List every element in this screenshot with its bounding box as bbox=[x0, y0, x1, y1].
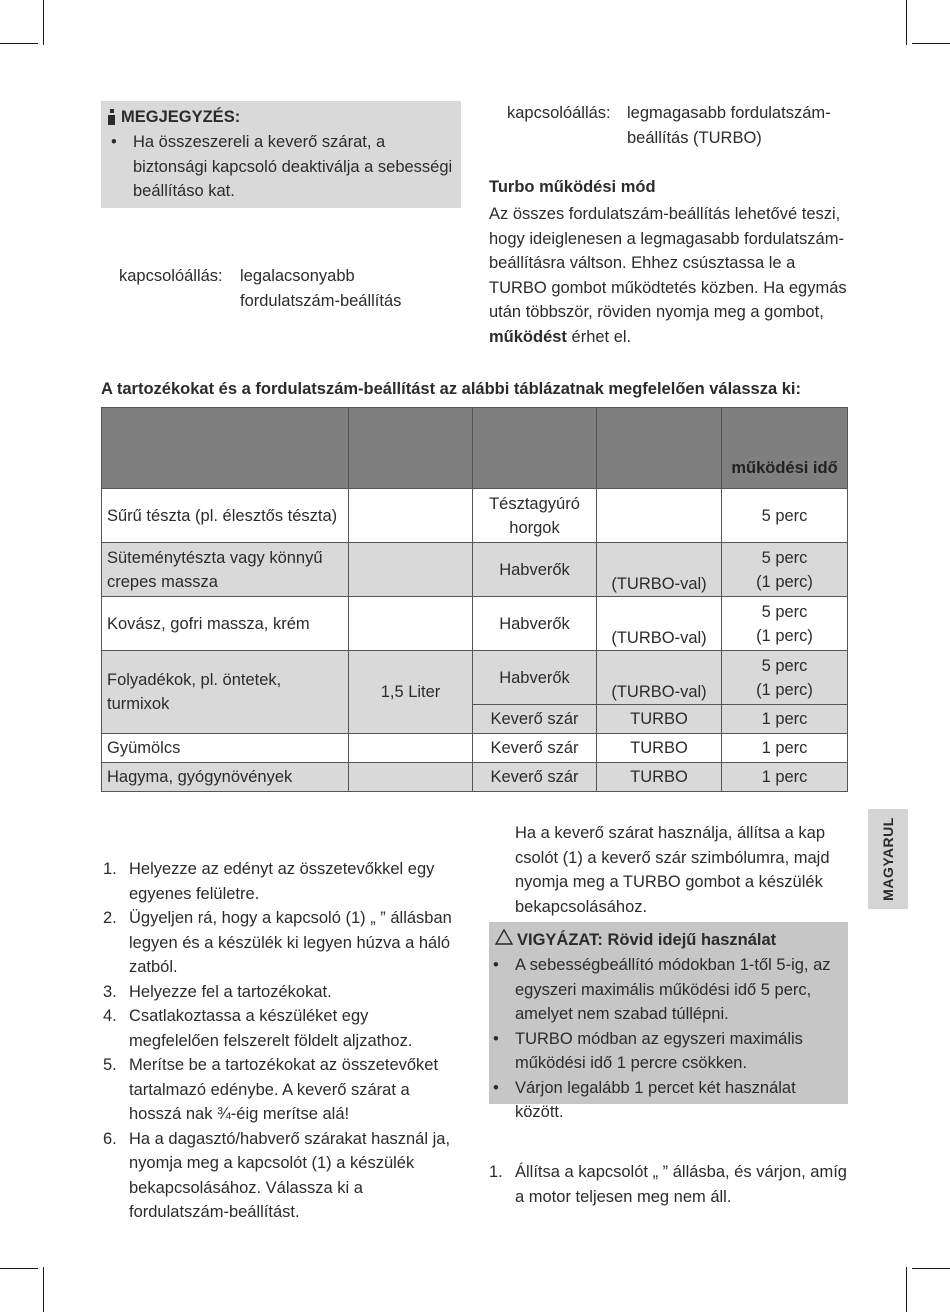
accessory-table bbox=[101, 407, 848, 792]
switch-high-value: legmagasabb fordulatszám-beállítás (TURBO) bbox=[627, 104, 831, 147]
turbo-bold: működést bbox=[489, 327, 567, 346]
switch-high bbox=[507, 101, 847, 150]
info-icon bbox=[107, 108, 117, 126]
language-tab: MAGYARUL bbox=[868, 809, 908, 909]
crop-mark bbox=[43, 0, 44, 45]
table-row: Sűrű tészta (pl. élesztős tészta) Tésztagyúró horgok 5 perc bbox=[102, 489, 848, 543]
step-item: 1. Helyezze az edényt az összetevőkkel egy egyenes felületre. bbox=[103, 860, 435, 903]
table-header-row bbox=[102, 408, 848, 489]
note-title: MEGJEGYZÉS: bbox=[107, 105, 240, 130]
warning-list bbox=[489, 953, 845, 1125]
warning-bullet: • TURBO módban az egyszeri maximális működési idő 1 percre csökken. bbox=[489, 1027, 845, 1076]
switch-low-value: legalacsonyabb fordulatszám-beállítás bbox=[240, 267, 402, 310]
warning-icon bbox=[495, 928, 513, 953]
steps-right bbox=[489, 1160, 849, 1209]
table-title: A tartozékokat és a fordulatszám-beállítást az alábbi táblázatnak megfelelően válassza ki: bbox=[101, 380, 801, 398]
table-row: Süteménytészta vagy könnyű crepes massza Habverők (TURBO-val) 5 perc (1 perc) bbox=[102, 543, 848, 597]
step-item: 5. Merítse be a tartozékokat az összetevőket tartalmazó edénybe. A keverő szárat a hosszá nak ¾-éig merítse alá! bbox=[103, 1056, 439, 1123]
crop-mark bbox=[906, 0, 907, 45]
step-item: 2. Ügyeljen rá, hogy a kapcsoló (1) „ ” állásban legyen és a készülék ki legyen húzva a háló zatból. bbox=[103, 909, 452, 976]
header-cell bbox=[349, 408, 473, 489]
header-cell bbox=[597, 408, 722, 489]
table-row: Folyadékok, pl. öntetek, turmixok 1,5 Liter Habverők (TURBO-val) 5 perc (1 perc) bbox=[102, 651, 848, 705]
crop-mark bbox=[912, 43, 950, 44]
table-row: Kovász, gofri massza, krém Habverők (TURBO-val) 5 perc (1 perc) bbox=[102, 597, 848, 651]
table-row: Hagyma, gyógynövények Keverő szár TURBO 1 perc bbox=[102, 763, 848, 792]
crop-mark bbox=[43, 1267, 44, 1312]
switch-low bbox=[119, 264, 459, 313]
turbo-text: Az összes fordulatszám-beállítás lehetővé teszi, hogy ideiglenesen a legmagasabb fordulatszám-beállításra váltson. Ehhez csúsztassa le a TURBO gombot működtetés közben. Ha egymás után többször, röviden nyomja meg a gombot, működést érhet el. bbox=[489, 205, 847, 346]
note-bullet: • Ha összeszereli a keverő szárat, a biztonsági kapcsoló deaktiválja a sebességi beállításo kat. bbox=[107, 130, 457, 204]
header-cell bbox=[473, 408, 597, 489]
table-row: Gyümölcs Keverő szár TURBO 1 perc bbox=[102, 734, 848, 763]
warning-bullet: • A sebességbeállító módokban 1-től 5-ig, az egyszeri maximális működési idő 5 perc, amelyet nem szabad túllépni. bbox=[489, 953, 845, 1027]
turbo-heading: Turbo működési mód bbox=[489, 178, 656, 196]
switch-high-key: kapcsolóállás: bbox=[507, 104, 611, 122]
note-list bbox=[107, 130, 457, 204]
header-cell bbox=[102, 408, 349, 489]
warning-bullet: • Várjon legalább 1 percet két használat között. bbox=[489, 1076, 845, 1125]
step-item: 3. Helyezze fel a tartozékokat. bbox=[103, 982, 332, 1001]
crop-mark bbox=[0, 1268, 38, 1269]
stick-instructions: Ha a keverő szárat használja, állítsa a kap csolót (1) a keverő szár szimbólumra, majd nyomja meg a TURBO gombot a készülék bekapcsolásához. bbox=[515, 824, 830, 916]
crop-mark bbox=[0, 43, 38, 44]
step-item: 4. Csatlakoztassa a készüléket egy megfelelően felszerelt földelt aljzathoz. bbox=[103, 1007, 413, 1050]
crop-mark bbox=[912, 1268, 950, 1269]
switch-low-key: kapcsolóállás: bbox=[119, 267, 223, 285]
table-row: Keverő szár TURBO 1 perc bbox=[102, 705, 848, 734]
step-item: 6. Ha a dagasztó/habverő szárakat használ ja, nyomja meg a kapcsolót (1) a készülék bekapcsolásához. Válassza ki a fordulatszám-beállítást. bbox=[103, 1129, 451, 1221]
steps-left bbox=[103, 857, 459, 1225]
step-item: 1. Állítsa a kapcsolót „ ” állásba, és várjon, amíg a motor teljesen meg nem áll. bbox=[489, 1163, 847, 1206]
header-cell: működési idő bbox=[722, 408, 848, 489]
warning-title: VIGYÁZAT: Rövid idejű használat bbox=[495, 928, 776, 953]
crop-mark bbox=[906, 1267, 907, 1312]
